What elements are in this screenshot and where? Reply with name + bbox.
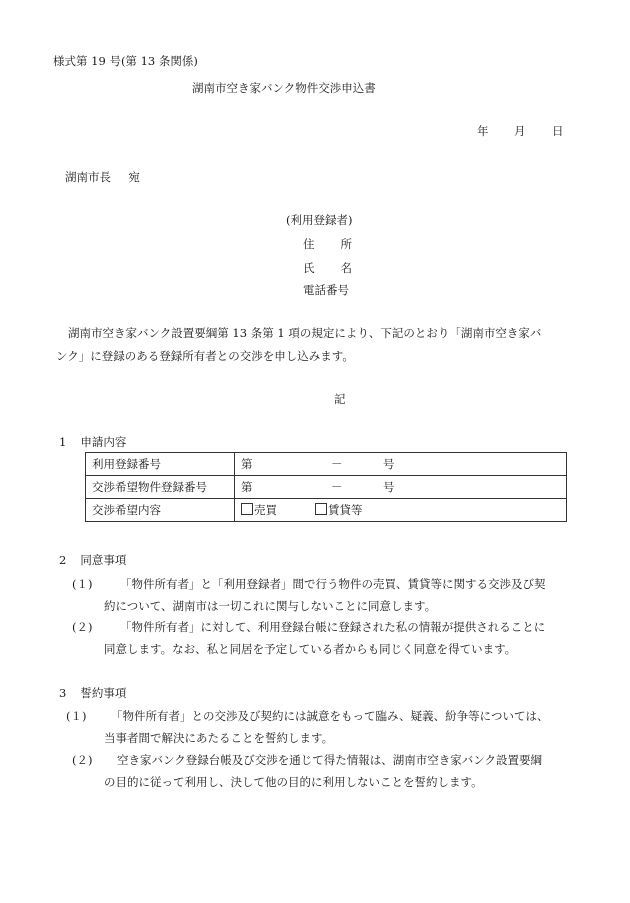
pledge-item-2-line-2: の目的に従って利用し、決して他の目的に利用しないことを誓約します。 [104, 775, 483, 789]
date-month-label: 月 [514, 124, 526, 138]
pledge-item-2-line-1: 空き家バンク登録台帳及び交渉を通じて得た情報は、湖南市空き家バンク設置要綱 [117, 753, 543, 767]
desired-content-label: 交渉希望内容 [86, 499, 235, 522]
intro-line-2: ンク」に登録のある登録所有者との交渉を申し込みます。 [56, 349, 354, 363]
pledge-item-1-line-1: 「物件所有者」との交渉及び契約には誠意をもって臨み、疑義、紛争等については、 [111, 709, 549, 723]
section1-heading: 1 申請内容 [59, 435, 127, 449]
intro-line-1: 湖南市空き家バンク設置要綱第 13 条第 1 項の規定により、下記のとおり「湖南市空き家バ [68, 326, 542, 340]
document-title: 湖南市空き家バンク物件交渉申込書 [192, 81, 376, 95]
form-number: 様式第 19 号(第 13 条関係) [53, 54, 198, 68]
phone-label: 電話番号 [303, 283, 349, 297]
addressee-name: 湖南市長 [65, 170, 111, 184]
sale-checkbox[interactable] [241, 503, 253, 515]
desired-content-options [235, 499, 567, 522]
registration-number-field[interactable]: 第 － 号 [235, 453, 567, 476]
date-day-label: 日 [552, 124, 564, 138]
registration-number-label: 利用登録番号 [86, 453, 235, 476]
addressee-honorific: 宛 [128, 170, 140, 184]
agreement-item-1-line-2: 約について、湖南市は一切これに関与しないことに同意します。 [104, 599, 437, 613]
rental-option-label: 賃貸等 [328, 503, 363, 517]
applicant-role: (利用登録者) [286, 213, 353, 227]
addressee [65, 169, 140, 185]
property-number-field[interactable]: 第 － 号 [235, 476, 567, 499]
table-row [86, 453, 567, 476]
table-row [86, 476, 567, 499]
section3-heading: 3 誓約事項 [59, 686, 127, 700]
application-table [85, 452, 567, 522]
address-label: 住 所 [303, 237, 352, 251]
agreement-item-1-number: (１) [72, 577, 93, 591]
property-number-label: 交渉希望物件登録番号 [86, 476, 235, 499]
agreement-item-1-line-1: 「物件所有者」と「利用登録者」間で行う物件の売買、賃貸等に関する交渉及び契 [120, 577, 546, 591]
agreement-item-2-line-1: 「物件所有者」に対して、利用登録台帳に登録された私の情報が提供されることに [120, 620, 546, 634]
table-row [86, 499, 567, 522]
section2-heading: 2 同意事項 [59, 553, 127, 567]
agreement-item-2-number: (２) [72, 620, 93, 634]
date-year-label: 年 [477, 124, 489, 138]
name-label: 氏 名 [303, 261, 352, 275]
ki-heading: 記 [334, 392, 346, 406]
pledge-item-1-number: (１) [66, 709, 87, 723]
pledge-item-1-line-2: 当事者間で解決にあたることを誓約します。 [104, 731, 334, 745]
pledge-item-2-number: (２) [72, 753, 93, 767]
agreement-item-2-line-2: 同意します。なお、私と同居を予定している者からも同じく同意を得ています。 [104, 642, 517, 656]
rental-checkbox[interactable] [315, 503, 327, 515]
sale-option-label: 売買 [254, 503, 277, 517]
